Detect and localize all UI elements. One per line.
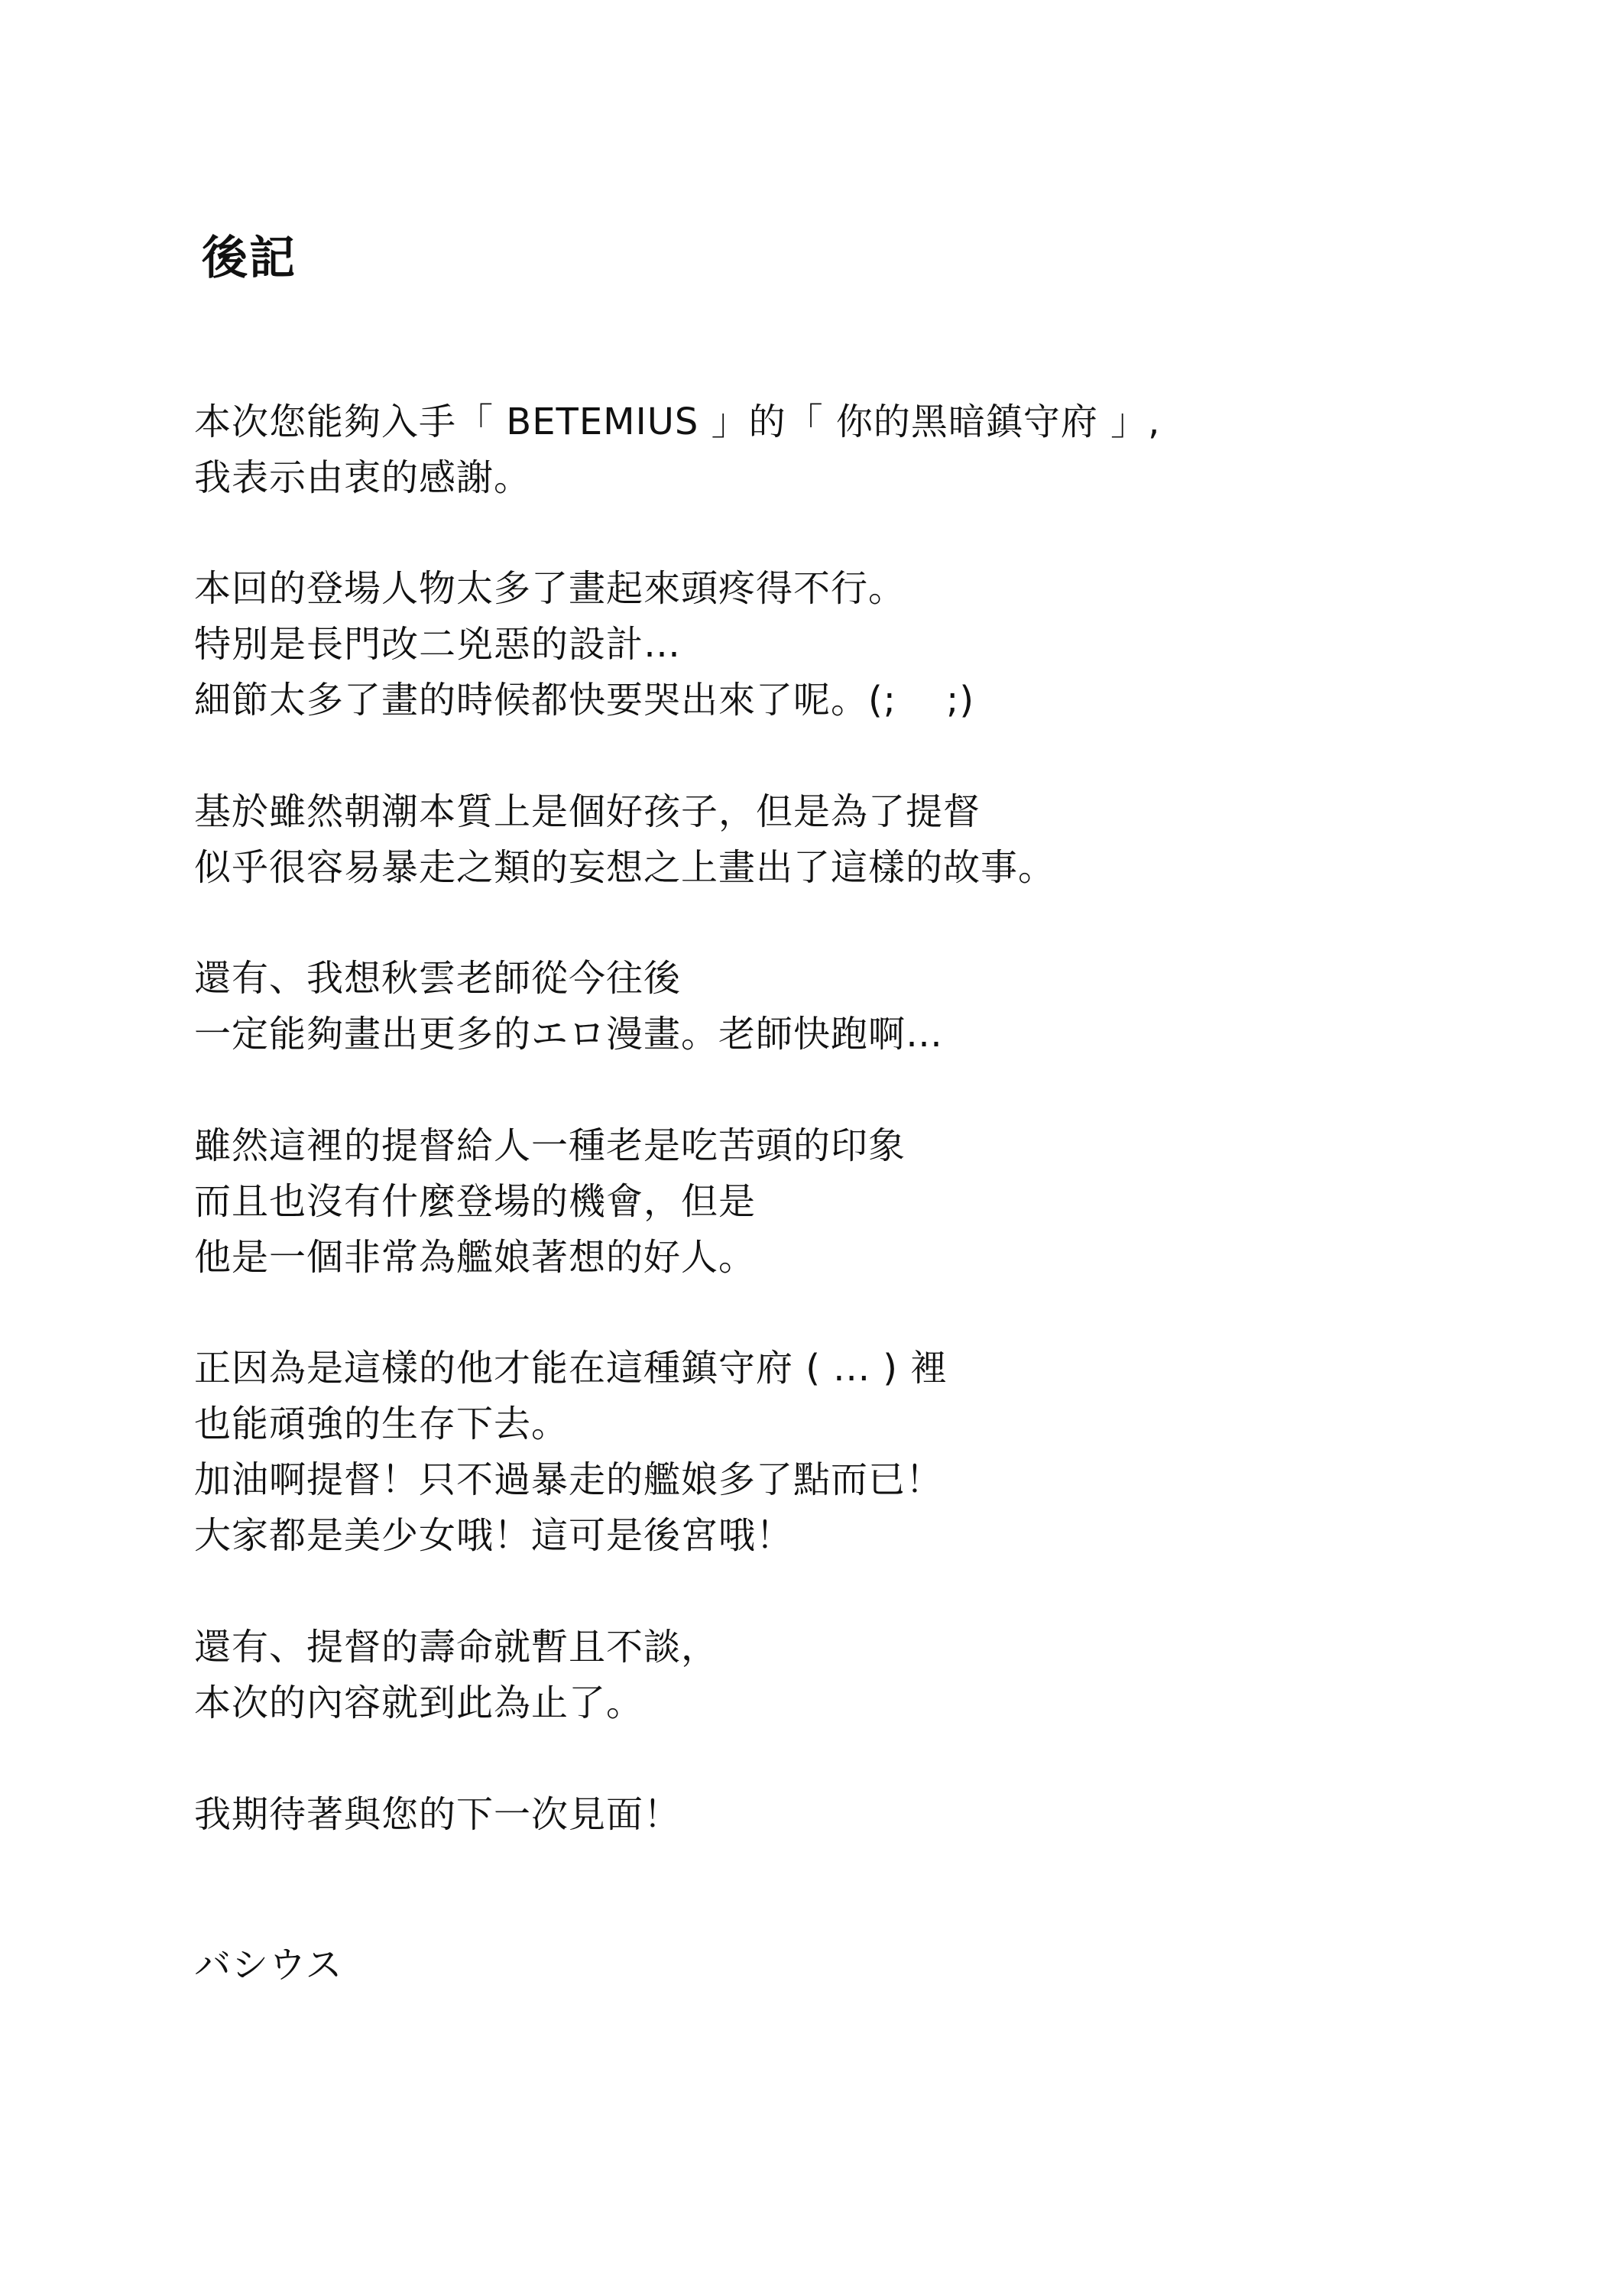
text-line: 還有、我想秋雲老師從今往後 bbox=[194, 957, 682, 1000]
text-line: 還有、提督的壽命就暫且不談， bbox=[194, 1626, 719, 1669]
text-line: 加油啊提督！只不過暴走的艦娘多了點而已！ bbox=[194, 1458, 944, 1501]
text-line: 我表示由衷的感謝。 bbox=[194, 456, 532, 499]
text-line: 一定能夠畫出更多的エロ漫畫。老師快跑啊… bbox=[194, 1013, 944, 1056]
text-line: 大家都是美少女哦！這可是後宮哦！ bbox=[194, 1514, 794, 1557]
author-signature: バシウス bbox=[194, 1944, 343, 1987]
text-line: 而且也沒有什麼登場的機會，但是 bbox=[194, 1180, 757, 1223]
text-line: 他是一個非常為艦娘著想的好人。 bbox=[194, 1236, 757, 1279]
text-line: 雖然這裡的提督給人一種老是吃苦頭的印象 bbox=[194, 1124, 906, 1167]
text-line: 正因為是這樣的他才能在這種鎮守府 ( ... ) 裡 bbox=[194, 1347, 948, 1390]
text-line: 也能頑強的生存下去。 bbox=[194, 1403, 569, 1445]
text-line: 我期待著與您的下一次見面！ bbox=[194, 1793, 682, 1836]
text-line: 基於雖然朝潮本質上是個好孩子，但是為了提督 bbox=[194, 790, 981, 833]
text-line: 似乎很容易暴走之類的妄想之上畫出了這樣的故事。 bbox=[194, 846, 1056, 889]
text-line: 細節太多了畫的時候都快要哭出來了呢。(; ;) bbox=[194, 679, 975, 722]
text-line: 本次的內容就到此為止了。 bbox=[194, 1682, 644, 1724]
text-line: 本次您能夠入手「 BETEMIUS 」的「 你的黑暗鎮守府 」, bbox=[194, 401, 1161, 443]
text-line: 特別是長門改二兇惡的設計… bbox=[194, 623, 682, 666]
text-line: 本回的登場人物太多了畫起來頭疼得不行。 bbox=[194, 567, 906, 610]
page-title: 後記 bbox=[202, 232, 297, 285]
